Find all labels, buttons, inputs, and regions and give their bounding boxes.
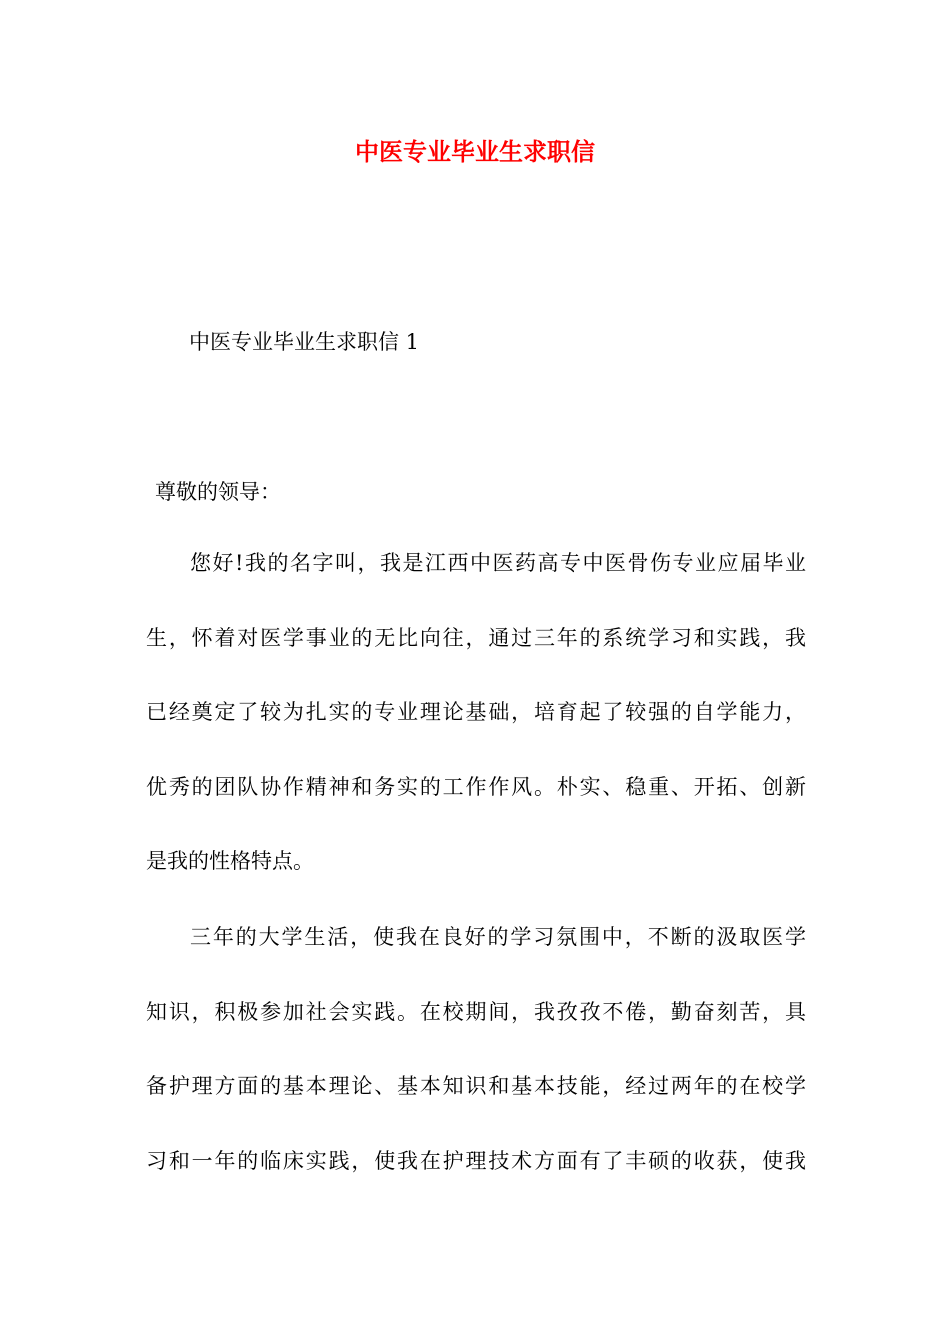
paragraph-line: 生，怀着对医学事业的无比向往，通过三年的系统学习和实践，我 [146,625,806,650]
paragraph-line: 三年的大学生活，使我在良好的学习氛围中，不断的汲取医学 [190,925,806,949]
paragraph-line: 知识，积极参加社会实践。在校期间，我孜孜不倦，勤奋刻苦，具 [146,999,806,1024]
letter-subtitle: 中医专业毕业生求职信 1 [189,330,420,354]
paragraph-1 [146,526,806,899]
paragraph-2 [146,900,806,1198]
document-title: 中医专业毕业生求职信 [355,137,595,166]
paragraph-line: 是我的性格特点。 [146,849,314,873]
paragraph-line: 已经奠定了较为扎实的专业理论基础，培育起了较强的自学能力， [146,700,806,724]
paragraph-line: 优秀的团队协作精神和务实的工作作风。朴实、稳重、开拓、创新 [146,774,806,799]
paragraph-line: 习和一年的临床实践，使我在护理技术方面有了丰硕的收获，使我 [146,1148,806,1173]
salutation: 尊敬的领导： [155,480,281,504]
paragraph-line: 您好!我的名字叫，我是江西中医药高专中医骨伤专业应届毕业 [190,551,806,575]
paragraph-line: 备护理方面的基本理论、基本知识和基本技能，经过两年的在校学 [146,1074,806,1098]
